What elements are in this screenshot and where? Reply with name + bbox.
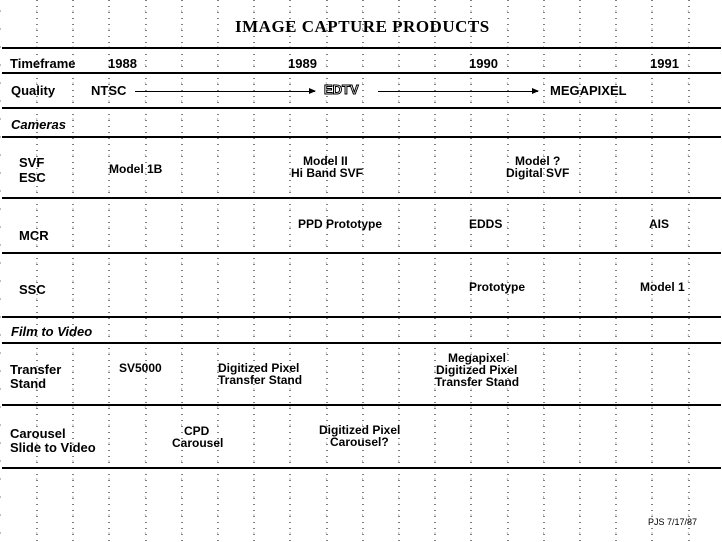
svf-model-q: Model ? bbox=[515, 154, 561, 168]
row-label-stand: Stand bbox=[10, 376, 47, 391]
footer-initials-date: PJS 7/17/87 bbox=[648, 517, 698, 527]
row-label-slide-to-video: Slide to Video bbox=[10, 440, 96, 455]
arrow-edtv-to-megapixel bbox=[378, 91, 538, 92]
rule-quality bbox=[2, 107, 721, 109]
transfer-digitized-pixel: Digitized Pixel bbox=[218, 361, 300, 375]
carousel-cpd: CPD bbox=[184, 424, 210, 438]
quality-label: Quality bbox=[11, 83, 56, 98]
arrow-ntsc-to-edtv bbox=[135, 91, 315, 92]
svf-model-ii: Model II bbox=[303, 154, 348, 168]
rule-mcr bbox=[2, 252, 721, 254]
carousel-digitized-pixel: Digitized Pixel bbox=[319, 423, 401, 437]
svf-model-1b: Model 1B bbox=[109, 162, 163, 176]
rule-transfer bbox=[2, 404, 721, 406]
svf-hi-band: Hi Band SVF bbox=[291, 166, 364, 180]
year-1990: 1990 bbox=[469, 56, 498, 71]
rule-film bbox=[2, 342, 721, 344]
rule-svf bbox=[2, 197, 721, 199]
transfer-mp-digitized-pixel: Digitized Pixel bbox=[436, 363, 518, 377]
ssc-model-1: Model 1 bbox=[640, 280, 685, 294]
row-label-mcr: MCR bbox=[19, 228, 49, 243]
transfer-sv5000: SV5000 bbox=[119, 361, 162, 375]
rule-timeframe bbox=[2, 72, 721, 74]
mcr-ais: AIS bbox=[649, 217, 670, 231]
quality-edtv: EDTV bbox=[324, 82, 359, 97]
quality-ntsc: NTSC bbox=[91, 83, 127, 98]
year-1989: 1989 bbox=[288, 56, 317, 71]
rule-carousel bbox=[2, 467, 721, 469]
svf-digital-svf: Digital SVF bbox=[506, 166, 570, 180]
row-label-ssc: SSC bbox=[19, 282, 46, 297]
mcr-ppd-prototype: PPD Prototype bbox=[298, 217, 383, 231]
year-1988: 1988 bbox=[108, 56, 137, 71]
ssc-prototype: Prototype bbox=[469, 280, 526, 294]
quality-megapixel: MEGAPIXEL bbox=[550, 83, 627, 98]
section-film-to-video: Film to Video bbox=[11, 324, 93, 339]
rule-cameras bbox=[2, 136, 721, 138]
transfer-megapixel: Megapixel bbox=[448, 351, 507, 365]
row-label-svf: SVF bbox=[19, 155, 45, 170]
page-title: IMAGE CAPTURE PRODUCTS bbox=[235, 17, 490, 36]
transfer-mp-transfer-stand: Transfer Stand bbox=[435, 375, 520, 389]
carousel-carousel-q: Carousel? bbox=[330, 435, 389, 449]
mcr-edds: EDDS bbox=[469, 217, 503, 231]
rule-title bbox=[2, 47, 721, 49]
transfer-transfer-stand: Transfer Stand bbox=[218, 373, 303, 387]
year-1991: 1991 bbox=[650, 56, 679, 71]
section-cameras: Cameras bbox=[11, 117, 66, 132]
carousel-carousel: Carousel bbox=[172, 436, 224, 450]
timeframe-label: Timeframe bbox=[10, 56, 76, 71]
row-label-carousel: Carousel bbox=[10, 426, 66, 441]
row-label-esc: ESC bbox=[19, 170, 46, 185]
rule-ssc bbox=[2, 316, 721, 318]
row-label-transfer: Transfer bbox=[10, 362, 62, 377]
